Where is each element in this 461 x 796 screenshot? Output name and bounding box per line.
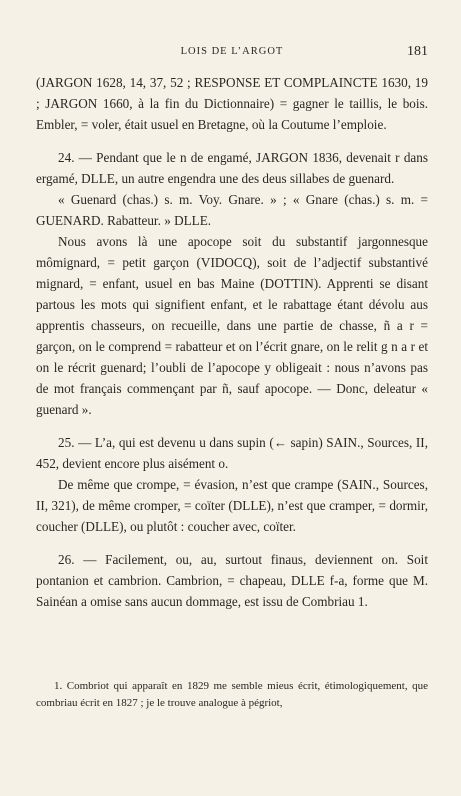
paragraph-6: De même que crompe, = évasion, n’est que crampe (SAIN., Sources, II, 321), de même cromper, = coïter (DLLE), n’est que cramper, = dormir, coucher (DLLE), ou plutôt : coucher avec, coïter. [36,477,428,534]
paragraph-2: 24. — Pendant que le n de engamé, JARGON 1836, devenait r dans ergamé, DLLE, un autre engendra une des deus sillabes de guenard. [36,150,428,186]
body-text [36,72,428,612]
paragraph-7: 26. — Facilement, ou, au, surtout finaus, deviennent on. Soit pontanion et cambrion. Cambrion, = chapeau, DLLE f-a, forme que M. Sainéan a omise sans aucun dommage, est issu de Combriau 1. [36,552,428,609]
paragraph-3: « Guenard (chas.) s. m. Voy. Gnare. » ; « Gnare (chas.) s. m. = GUENARD. Rabatteur. » DLLE. [36,192,428,228]
paragraph-5: 25. — L’a, qui est devenu u dans supin (← sapin) SAIN., Sources, II, 452, devient encore plus aisément o. [36,435,428,471]
page-number: 181 [407,44,428,59]
paragraph-1: (JARGON 1628, 14, 37, 52 ; RESPONSE ET COMPLAINCTE 1630, 19 ; JARGON 1660, à la fin du Dictionnaire) = gagner le taillis, le bois. Embler, = voler, était usuel en Bretagne, où la Coutume l’emploie. [36,75,428,132]
page-header [36,44,428,62]
footnote: 1. Combriot qui apparaît en 1829 me semble mieus écrit, étimologiquement, que combriau écrit en 1827 ; je le trouve analogue à pégriot, [36,680,428,709]
footnote-separator [36,670,428,671]
paragraph-4: Nous avons là une apocope soit du substantif jargonnesque mômignard, = petit garçon (VIDOCQ), soit de l’adjectif substantivé mignard, = enfant, usuel en bas Maine (DOTTIN). Apprenti se disant partous les mots qui signifient enfant, et le rabattage étant dévolu aus apprentis chasseurs, on recueille, dans une partie de chasse, ñ a r = garçon, on le comprend = rabatteur et on l’écrit gnare, on le relit g n a r et on le récrit guenard; l’oubli de l’apocope y obligeait : nous n’avons pas de mot français commençant par ñ, sauf apocope. — Donc, deleatur « guenard ». [36,234,428,417]
running-title: LOIS DE L’ARGOT [180,46,284,57]
